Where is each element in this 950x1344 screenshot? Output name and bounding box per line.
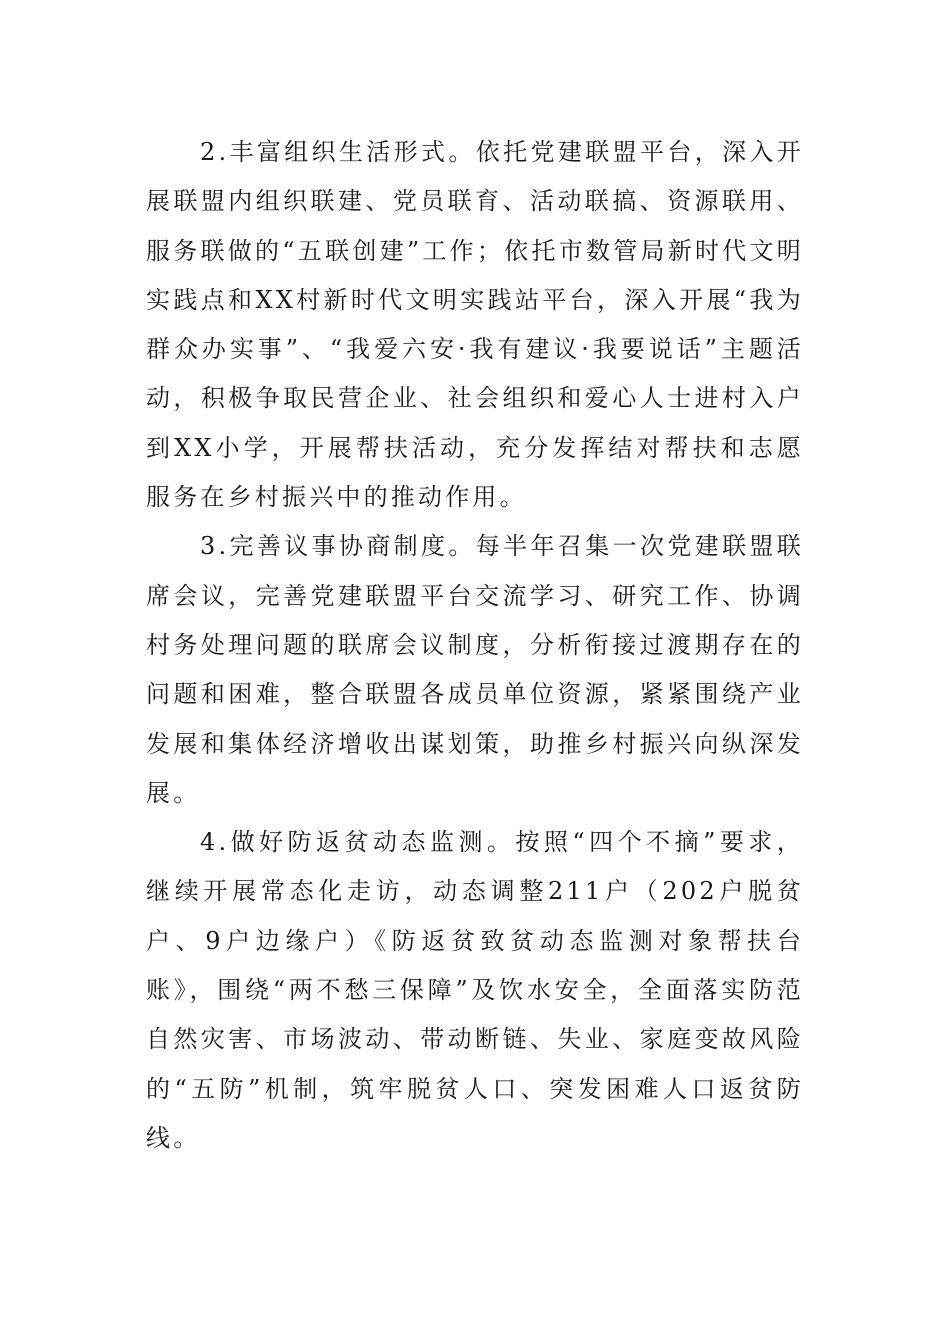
- paragraph-poverty-monitoring: 4.做好防返贫动态监测。按照“四个不摘”要求，继续开展常态化走访，动态调整211户（202户脱贫户、9户边缘户）《防返贫致贫动态监测对象帮扶台账》，围绕“两不愁三保障”及饮水安全，全面落实防范自然灾害、市场波动、带动断链、失业、家庭变故风险的“五防”机制，筑牢脱贫人口、突发困难人口返贫防线。: [146, 828, 804, 1152]
- paragraph-organization-life: 2.丰富组织生活形式。依托党建联盟平台，深入开展联盟内组织联建、党员联育、活动联搞、资源联用、服务联做的“五联创建”工作；依托市数管局新时代文明实践点和XX村新时代文明实践站平台，深入开展“我为群众办实事”、“我爱六安·我有建议·我要说话”主题活动，积极争取民营企业、社会组织和爱心人士进村入户到XX小学，开展帮扶活动，充分发挥结对帮扶和志愿服务在乡村振兴中的推动作用。: [146, 138, 804, 512]
- document-body: [146, 128, 804, 1163]
- paragraph-consultation-system: 3.完善议事协商制度。每半年召集一次党建联盟联席会议，完善党建联盟平台交流学习、研究工作、协调村务处理问题的联席会议制度，分析衔接过渡期存在的问题和困难，整合联盟各成员单位资源，紧紧围绕产业发展和集体经济增收出谋划策，助推乡村振兴向纵深发展。: [146, 532, 804, 807]
